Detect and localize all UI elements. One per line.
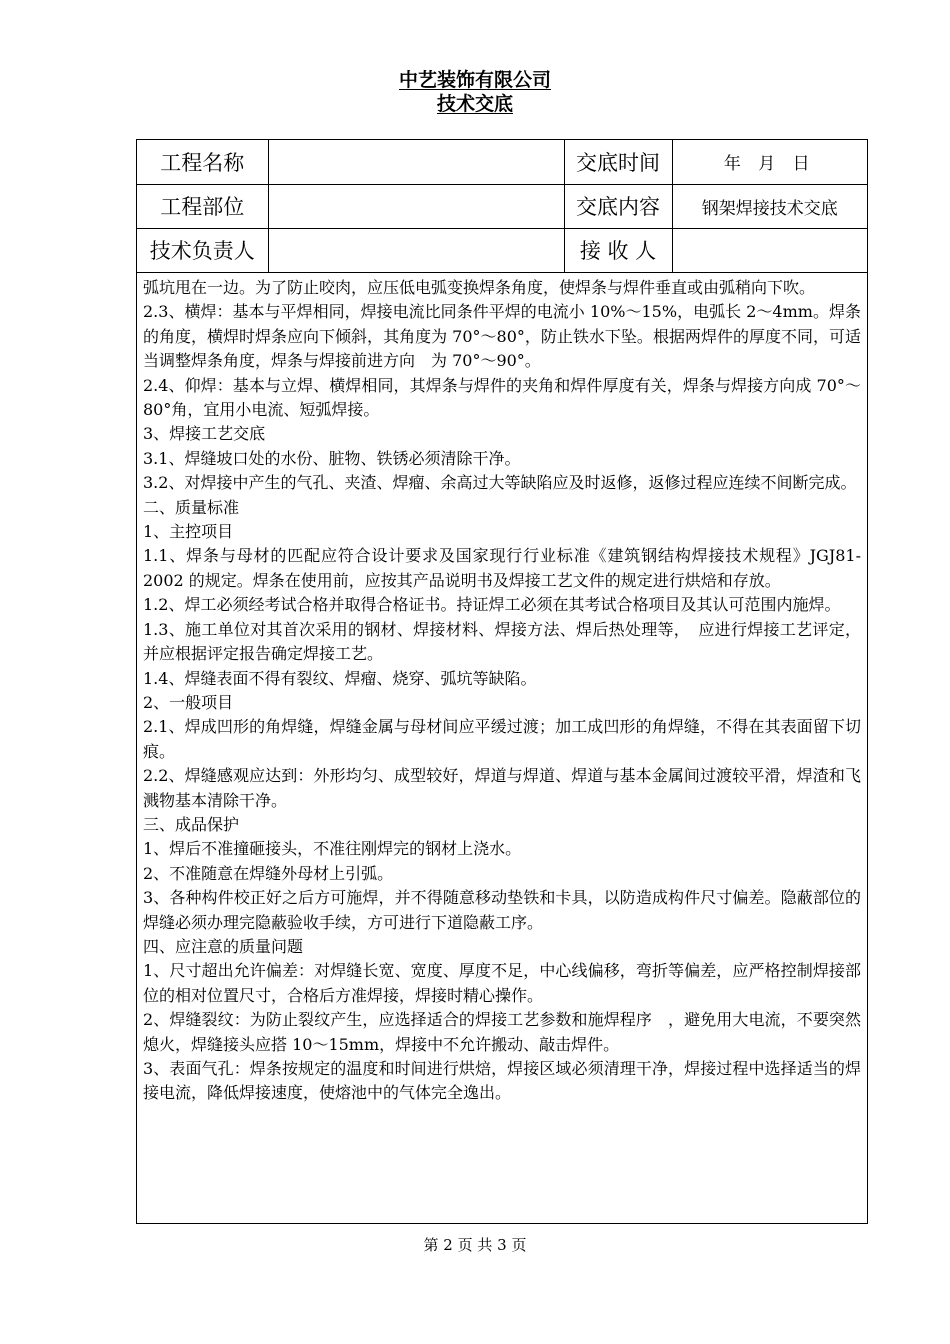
receiver-label: 接 收 人 (564, 228, 672, 272)
project-part-label: 工程部位 (137, 184, 268, 228)
paragraph: 2、焊缝裂纹：为防止裂纹产生，应选择适合的焊接工艺参数和施焊程序 ，避免用大电流，不要突然熄火，焊缝接头应搭 10～15mm，焊接中不允许搬动、敲击焊件。 (143, 1010, 861, 1054)
paragraph: 1.3、施工单位对其首次采用的钢材、焊接材料、焊接方法、焊后热处理等， 应进行焊接工艺评定，并应根据评定报告确定焊接工艺。 (143, 619, 861, 664)
paragraph: 3、各种构件校正好之后方可施焊，并不得随意移动垫铁和卡具，以防造成构件尺寸偏差。隐蔽部位的焊缝必须办理完隐蔽验收手续，方可进行下道隐蔽工序。 (143, 888, 861, 932)
handover-body (143, 276, 861, 1106)
section-heading: 3、焊接工艺交底 (143, 424, 266, 444)
paragraph: 2.3、横焊：基本与平焊相同，焊接电流比同条件平焊的电流小 10%～15%，电弧长 2～4mm。焊条的角度，横焊时焊条应向下倾斜，其角度为 70°～80°，防止铁水下坠。根据两焊件的厚度不同，可适当调整焊条角度，焊条与焊接前进方向 为 70°～90°。 (143, 302, 861, 371)
header-row-3 (137, 228, 867, 272)
handover-content-label: 交底内容 (564, 184, 672, 228)
document-title: 技术交底 (436, 93, 513, 115)
paragraph: 2.4、仰焊：基本与立焊、横焊相同，其焊条与焊件的夹角和焊件厚度有关，焊条与焊接方向成 70°～80°角，宜用小电流、短弧焊接。 (143, 375, 861, 420)
section-heading: 2、一般项目 (143, 692, 234, 712)
section-heading: 四、应注意的质量问题 (143, 936, 304, 956)
paragraph: 1、尺寸超出允许偏差：对焊缝长宽、宽度、厚度不足，中心线偏移，弯折等偏差，应严格控制焊接部位的相对位置尺寸，合格后方准焊接，焊接时精心操作。 (143, 961, 861, 1005)
project-name-label: 工程名称 (137, 140, 268, 184)
paragraph: 2.1、焊成凹形的角焊缝，焊缝金属与母材间应平缓过渡；加工成凹形的角焊缝，不得在其表面留下切痕。 (143, 717, 861, 761)
form-frame (136, 139, 868, 1224)
paragraph: 2.2、焊缝感观应达到：外形均匀、成型较好，焊道与焊道、焊道与基本金属间过渡较平滑，焊渣和飞溅物基本清除干净。 (143, 766, 861, 810)
paragraph: 1.1、焊条与母材的匹配应符合设计要求及国家现行行业标准《建筑钢结构焊接技术规程》JGJ81-2002 的规定。焊条在使用前，应按其产品说明书及焊接工艺文件的规定进行烘焙和存放。 (143, 546, 861, 590)
receiver-value[interactable] (672, 228, 867, 272)
section-heading: 二、质量标准 (143, 497, 240, 517)
handover-time-value[interactable]: 年 月 日 (672, 140, 867, 184)
header-table (137, 140, 867, 273)
project-name-value[interactable] (268, 140, 564, 184)
company-name: 中艺装饰有限公司 (398, 69, 551, 91)
tech-lead-value[interactable] (268, 228, 564, 272)
project-part-value[interactable] (268, 184, 564, 228)
paragraph: 1.2、焊工必须经考试合格并取得合格证书。持证焊工必须在其考试合格项目及其认可范围内施焊。 (143, 595, 841, 615)
handover-time-label: 交底时间 (564, 140, 672, 184)
handover-content-value[interactable]: 钢架焊接技术交底 (672, 184, 867, 228)
page-number: 第 2 页 共 3 页 (423, 1236, 527, 1254)
section-heading: 1、主控项目 (143, 522, 234, 542)
paragraph: 3、表面气孔：焊条按规定的温度和时间进行烘焙，焊接区域必须清理干净，焊接过程中选择适当的焊接电流，降低焊接速度，使熔池中的气体完全逸出。 (143, 1059, 861, 1103)
paragraph: 3.2、对焊接中产生的气孔、夹渣、焊瘤、余高过大等缺陷应及时返修，返修过程应连续不间断完成。 (143, 473, 857, 493)
paragraph: 弧坑甩在一边。为了防止咬肉，应压低电弧变换焊条角度，使焊条与焊件垂直或由弧稍向下吹。 (143, 278, 816, 297)
paragraph: 2、不准随意在焊缝外母材上引弧。 (143, 863, 394, 883)
paragraph: 1、焊后不准撞砸接头，不准往刚焊完的钢材上浇水。 (143, 839, 522, 859)
section-heading: 三、成品保护 (143, 814, 240, 834)
paragraph: 1.4、焊缝表面不得有裂纹、焊瘤、烧穿、弧坑等缺陷。 (143, 668, 537, 688)
tech-lead-label: 技术负责人 (137, 228, 268, 272)
header-row-2 (137, 184, 867, 228)
header-row-1 (137, 140, 867, 184)
paragraph: 3.1、焊缝坡口处的水份、脏物、铁锈必须清除干净。 (143, 448, 521, 468)
